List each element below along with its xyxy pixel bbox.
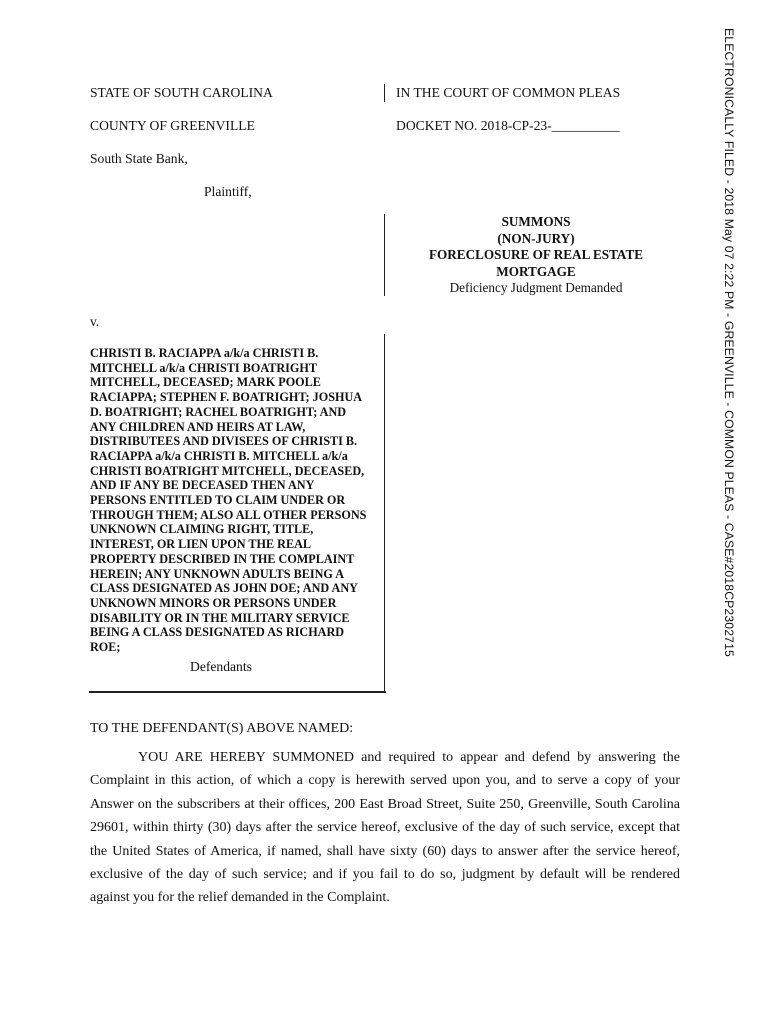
defendants-line: AND IF ANY BE DECEASED THEN ANY	[90, 478, 315, 493]
mortgage-label: MORTGAGE	[496, 263, 576, 279]
filing-stamp-text: ELECTRONICALLY FILED - 2018 May 07 2:22 PM - GREENVILLE - COMMON PLEAS - CASE#2018CP2302715	[722, 28, 736, 657]
non-jury-label: (NON-JURY)	[497, 230, 575, 246]
defendants-line: MITCHELL a/k/a CHRISTI BOATRIGHT	[90, 360, 317, 375]
county-heading: COUNTY OF GREENVILLE	[90, 118, 255, 133]
defendants-line: MITCHELL, DECEASED; MARK POOLE	[90, 375, 321, 390]
defendants-line: HEREIN; ANY UNKNOWN ADULTS BEING A	[90, 566, 345, 581]
deficiency-label: Deficiency Judgment Demanded	[449, 280, 623, 295]
versus-label: v.	[90, 314, 100, 329]
salutation: TO THE DEFENDANT(S) ABOVE NAMED:	[90, 721, 354, 736]
defendants-line: CLASS DESIGNATED AS JOHN DOE; AND ANY	[90, 581, 358, 596]
summons-paragraph: YOU ARE HEREBY SUMMONED and required to appear and defend by answering the Complaint in this action, of which a copy is herewith served upon you, and to serve a copy of your Answer on the subscribers at their offices, 200 East Broad Street, Suite 250, Greenville, South Carolina 29601, within thirty (30) days after the service hereof, exclusive of the day of such service, except that the United States of America, if named, shall have sixty (60) days to answer after the service hereof, exclusive of the day of such service; and if you fail to do so, judgment by default will be rendered against you for the relief demanded in the Complaint.	[90, 750, 680, 906]
defendants-line: DISABILITY OR IN THE MILITARY SERVICE	[90, 610, 350, 625]
caption-divider-bottom	[384, 334, 385, 692]
state-heading: STATE OF SOUTH CAROLINA	[90, 85, 273, 100]
defendants-line: DISTRIBUTEES AND DIVISEES OF CHRISTI B.	[90, 434, 358, 449]
caption-divider-middle	[384, 214, 385, 296]
defendants-line: PROPERTY DESCRIBED IN THE COMPLAINT	[90, 551, 355, 566]
defendants-line: D. BOATRIGHT; RACHEL BOATRIGHT; AND	[90, 404, 347, 419]
defendants-line: CHRISTI B. RACIAPPA a/k/a CHRISTI B.	[90, 346, 319, 360]
defendants-line: UNKNOWN CLAIMING RIGHT, TITLE,	[90, 522, 314, 537]
caption-divider-top	[384, 84, 385, 102]
defendants-role: Defendants	[190, 659, 252, 674]
defendants-line: CHRISTI BOATRIGHT MITCHELL, DECEASED,	[90, 463, 365, 478]
defendants-line: INTEREST, OR LIEN UPON THE REAL	[90, 537, 312, 552]
plaintiff-name: South State Bank,	[90, 151, 188, 166]
defendants-line: UNKNOWN MINORS OR PERSONS UNDER	[90, 595, 337, 610]
summons-title: SUMMONS	[501, 214, 571, 229]
docket-number: DOCKET NO. 2018-CP-23-__________	[396, 118, 620, 133]
defendants-list	[90, 346, 382, 655]
summons-title-block	[400, 214, 672, 297]
defendants-line: RACIAPPA a/k/a CHRISTI B. MITCHELL a/k/a	[90, 448, 348, 463]
plaintiff-role: Plaintiff,	[204, 184, 252, 199]
defendants-line: THROUGH THEM; ALSO ALL OTHER PERSONS	[90, 507, 367, 522]
defendants-line: RACIAPPA; STEPHEN F. BOATRIGHT; JOSHUA	[90, 390, 363, 405]
defendants-line: BEING A CLASS DESIGNATED AS RICHARD	[90, 625, 345, 640]
caption-bottom-rule	[89, 691, 386, 693]
defendants-line: ANY CHILDREN AND HEIRS AT LAW,	[90, 419, 306, 434]
foreclosure-label: FORECLOSURE OF REAL ESTATE	[428, 247, 644, 262]
defendants-line: ROE;	[90, 640, 121, 655]
electronic-filing-stamp	[722, 28, 742, 688]
defendants-line: PERSONS ENTITLED TO CLAIM UNDER OR	[90, 493, 346, 508]
court-heading: IN THE COURT OF COMMON PLEAS	[396, 85, 621, 100]
